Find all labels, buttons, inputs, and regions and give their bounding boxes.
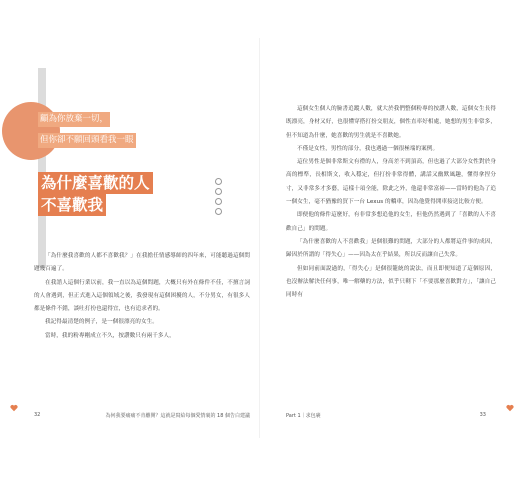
body-paragraph: 「為什麼我喜歡的人都不喜歡我？」在我擔任情感導師的四年來，可能聽過這個問題幾百遍了。 [34,253,250,273]
body-paragraph: 「為什麼喜歡的人不喜歡我」是個很難的問題，大部分的人都將這件事的成因，歸因於所謂的「得失心」——因為太在乎結果，所以反而讓自己失常。 [286,238,496,259]
body-paragraph: 我記得最清楚的例子，是一個很漂亮的女生。 [45,319,158,326]
page-number: 33 [479,412,486,418]
decorative-dots [215,178,223,218]
body-paragraph: 在我諮人這個行業以前，我一直以為這個問題，大概只有外在條件不佳，不擅言詞的人會遇到，但正式進入這個領域之後，我發現有這個困擾的人，不分男女，有很多人都是條件不錯，談吐打扮也還得宜，也有追求者的。 [34,279,250,313]
dot-icon [215,188,222,195]
chapter-title [38,172,198,216]
epigraph-line-2: 但你卻不願回頭看我一眼 [38,133,136,148]
page-number: 32 [34,412,41,418]
heart-icon [506,404,514,412]
running-head: Part 1｜求包裹 [286,413,321,419]
body-paragraph: 這位男性是個非常斯文有禮的人，身高差不到頂高，但也過了大部分女性對於身高的標準，長相斯文，收入穩定，但打扮非常得體，講話又幽默風趣，懂得拿捏分寸，又非常多才多藝，這樣十項全能，除此之外，他還非常富裕——當時的他為了追一個女生，毫不猶豫的買下一台 Lexus 的轎車，因為他覺得開車接送比較方便。 [286,159,496,206]
gutter-divider [259,38,260,438]
decorative-gray-band [38,68,46,268]
body-paragraph: 當時，我的粉專剛成立不久，按讚數只有兩千多人， [45,332,175,339]
dot-icon [215,198,222,205]
chapter-title-line-1: 為什麼喜歡的人 [38,172,153,194]
body-paragraph: 即便他的條件這麼好，有非常多想追他的女生，但他仍然遇到了「喜歡的人不喜歡自己」的問題。 [286,212,496,232]
epigraph-line-1: 顧為你放棄一切， [38,112,110,127]
right-page-body [286,103,496,302]
running-head: 為何我要痛痛不肯離開？這就是寫給每個愛情裏的 18 個告白建議 [105,413,250,419]
body-paragraph: 這個女生個人的臉書追蹤人數，就大於我們整個粉專的按讚人數，這個女生長得既漂亮，身材又好，也很懂穿搭打扮交朋友，個性直率好相處，她想的男生非常多，但不知道為什麼，她喜歡的男生就是不喜歡她。 [286,106,496,139]
heart-icon [10,404,18,412]
dot-icon [215,178,222,185]
left-page-body [34,250,250,343]
body-paragraph: 不僅是女性，男性的部分，我也遇過一個很極端的案例。 [297,145,439,152]
chapter-title-line-2: 不喜歡我 [38,194,106,216]
dot-icon [215,208,222,215]
right-page-footer [286,412,486,422]
left-page-footer [34,412,250,422]
chapter-epigraph [38,106,188,148]
body-paragraph: 但如同前面說過的，「得失心」是個很籠統的說法，而且即便知道了這個原因，也沒辦法解決任何事，唯一解藥的方法，似乎只剩下「不要那麼喜歡對方」，「讓自己同時有 [286,265,496,299]
